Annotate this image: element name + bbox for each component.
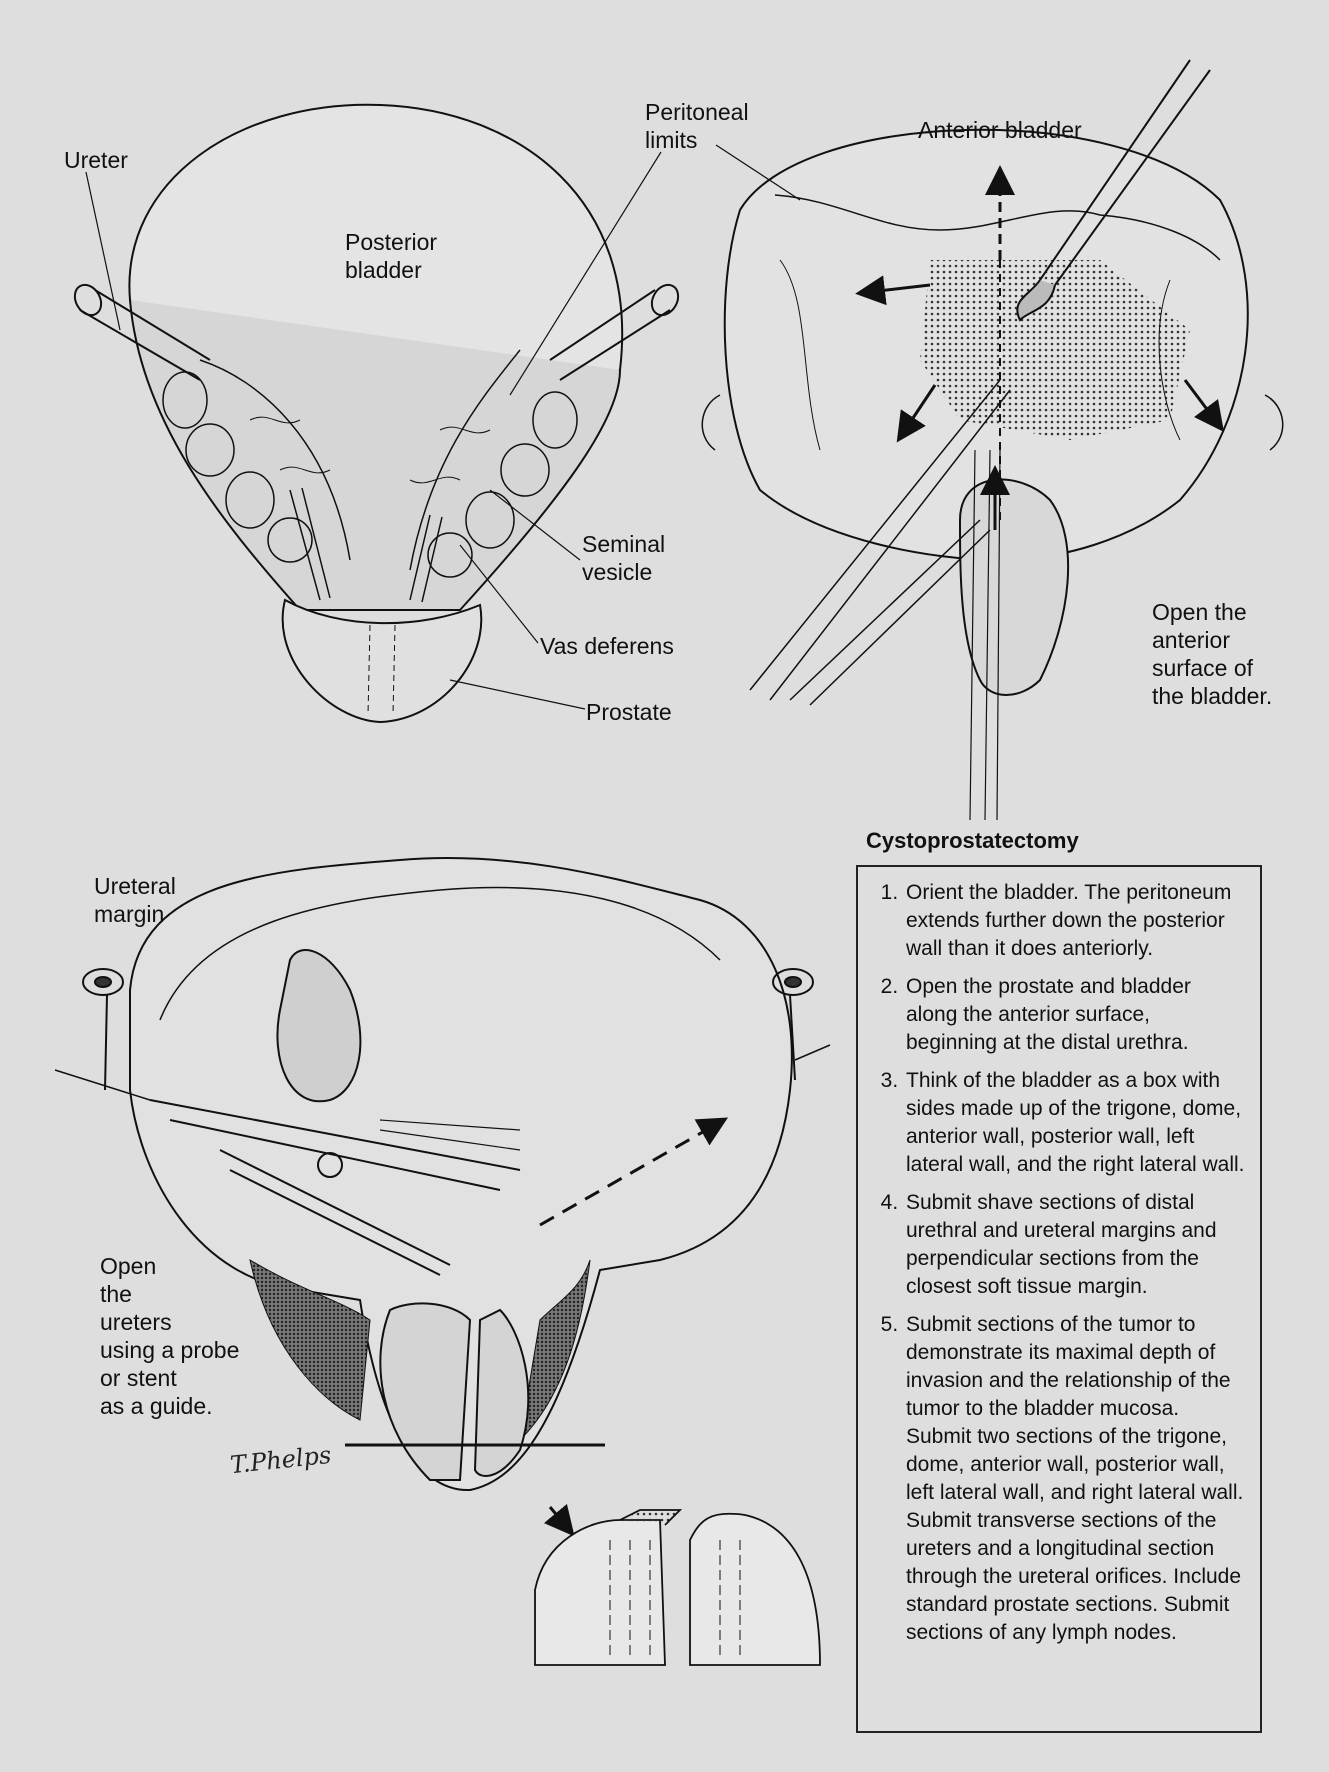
label-prostate: Prostate (586, 699, 672, 725)
prostate-halves (380, 1303, 528, 1480)
label-ureteral-margin: Ureteral margin (94, 873, 176, 927)
prostate-shape (283, 600, 482, 722)
prostate-anterior (960, 480, 1068, 695)
label-ureter: Ureter (64, 147, 128, 173)
label-open-anterior: Open the anterior surface of the bladder. (1152, 599, 1273, 709)
label-posterior-bladder: Posterior bladder (345, 229, 438, 283)
protocol-step: 5. Submit sections of the tumor to demonstrate its maximal depth of invasion and the relationship of the tumor to the bladder mucosa. Submit two sections of the trigone, dome, anterior wall, posterior wall, left lateral wall, and right lateral wall. Submit transverse sections of the ureters and a longitudinal section through the ureteral orifices. Include standard prostate sections. Submit sections of any lymph nodes. (904, 1311, 1246, 1647)
protocol-steps (866, 879, 1246, 1647)
posterior-bladder-figure (70, 105, 684, 722)
label-seminal-vesicle: Seminal vesicle (582, 531, 666, 585)
label-peritoneal-limits: Peritoneal limits (645, 99, 749, 153)
protocol-step: 4. Submit shave sections of distal urethral and ureteral margins and perpendicular sections from the closest soft tissue margin. (904, 1189, 1246, 1301)
protocol-step: 3. Think of the bladder as a box with sides made up of the trigone, dome, anterior wall, posterior wall, left lateral wall, and the right lateral wall. (904, 1067, 1246, 1179)
protocol-step: 2. Open the prostate and bladder along the anterior surface, beginning at the distal urethra. (904, 973, 1246, 1057)
label-anterior-bladder: Anterior bladder (918, 117, 1082, 143)
label-vas-deferens: Vas deferens (540, 633, 674, 659)
ureteral-margin-ring-left (83, 969, 123, 1090)
artist-signature: T.Phelps (228, 1440, 333, 1480)
label-open-ureters: Open the ureters using a probe or stent as a guide. (100, 1253, 240, 1419)
protocol-step: 1. Orient the bladder. The peritoneum extends further down the posterior wall than it does anteriorly. (904, 879, 1246, 963)
caption-title: Cystoprostatectomy (866, 828, 1079, 853)
protocol-box (856, 865, 1262, 1733)
prostate-section-blocks (535, 1510, 820, 1665)
